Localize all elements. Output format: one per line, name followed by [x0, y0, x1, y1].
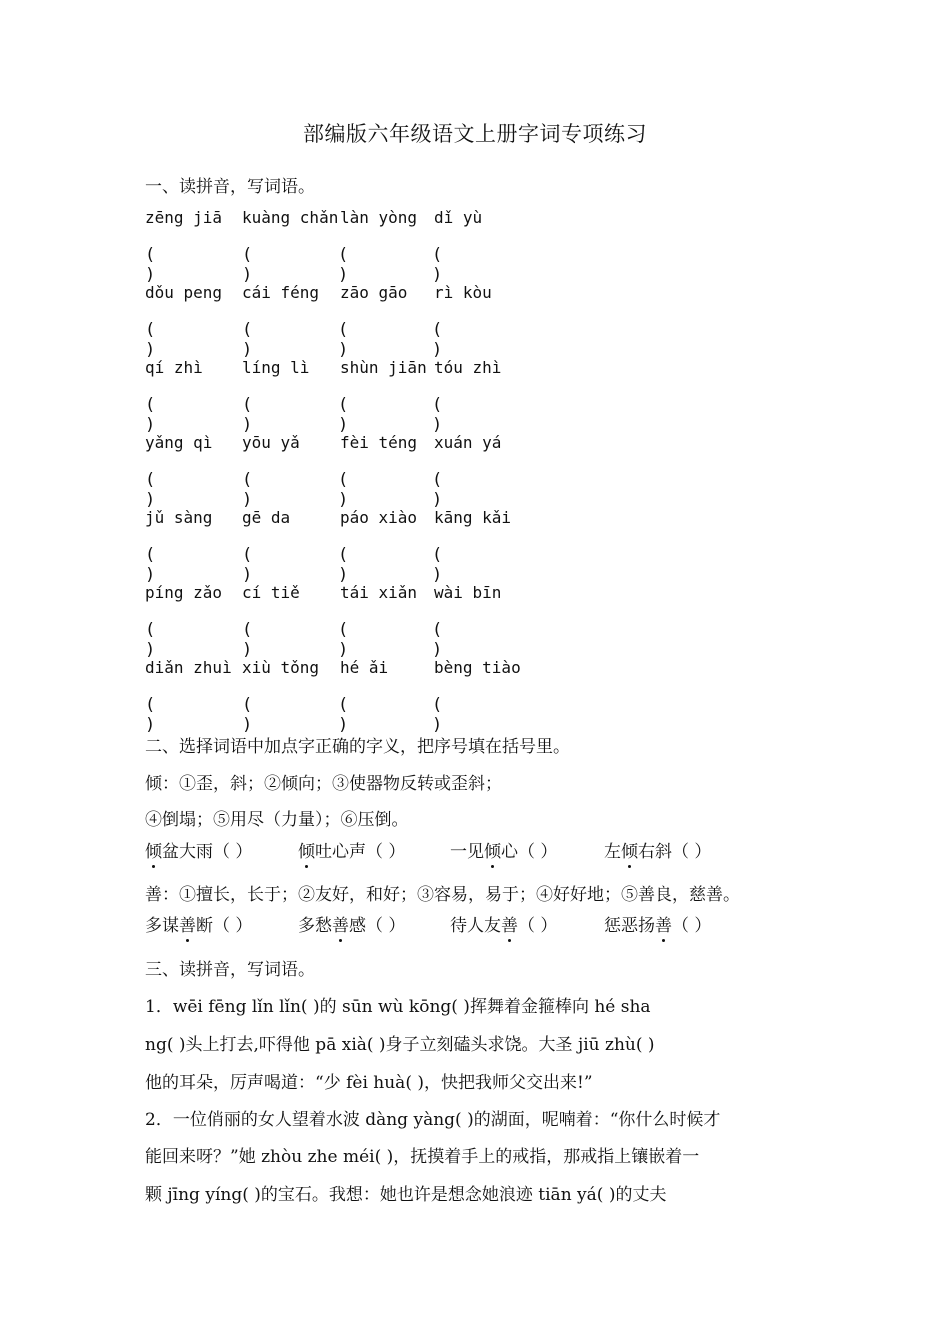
- pinyin-word: gē da: [242, 508, 291, 527]
- word-choice-item: [604, 911, 711, 936]
- pinyin-word: jǔ sàng: [145, 508, 213, 527]
- pinyin-word: xiù tǒng: [242, 658, 320, 677]
- word-choice-item: [145, 837, 252, 862]
- pinyin-word: cí tiě: [242, 583, 300, 602]
- pinyin-word: wài bīn: [434, 583, 502, 602]
- answer-bracket[interactable]: ( ): [432, 245, 443, 285]
- pinyin-word: zēng jiā: [145, 208, 223, 227]
- word-suffix-with-bracket[interactable]: 感（ ）: [349, 916, 406, 936]
- answer-bracket[interactable]: ( ): [145, 695, 156, 735]
- qing-definition-2: ④倒塌；⑤用尽（力量）；⑥压倒。: [145, 810, 409, 830]
- answer-bracket[interactable]: ( ): [432, 320, 443, 360]
- dotted-character: 倾: [621, 837, 638, 862]
- exercise-line: 颗 jīng yíng( )的宝石。我想：她也许是想念她浪迹 tiān yá( )的丈夫: [145, 1185, 667, 1205]
- answer-bracket[interactable]: ( ): [432, 545, 443, 585]
- answer-bracket[interactable]: ( ): [242, 470, 253, 510]
- dotted-character: 倾: [484, 837, 501, 862]
- pinyin-word: kāng kǎi: [434, 508, 512, 527]
- answer-bracket[interactable]: ( ): [338, 620, 349, 660]
- answer-bracket[interactable]: ( ): [145, 320, 156, 360]
- pinyin-word: qí zhì: [145, 358, 203, 377]
- word-choice-item: [298, 837, 405, 862]
- word-choice-item: [298, 911, 405, 936]
- exercise-line: 1．wēi fēng lǐn lǐn( )的 sūn wù kōng( )挥舞着金箍棒向 hé sha: [145, 997, 651, 1017]
- pinyin-word: bèng tiào: [434, 658, 521, 677]
- word-suffix-with-bracket[interactable]: 盆大雨（ ）: [162, 842, 253, 862]
- answer-bracket[interactable]: ( ): [432, 620, 443, 660]
- answer-bracket[interactable]: ( ): [338, 695, 349, 735]
- answer-bracket[interactable]: ( ): [242, 695, 253, 735]
- word-choice-item: [450, 837, 557, 862]
- pinyin-word: shùn jiān: [340, 358, 427, 377]
- word-suffix-with-bracket[interactable]: （ ）: [518, 916, 558, 936]
- answer-bracket[interactable]: ( ): [242, 245, 253, 285]
- answer-bracket[interactable]: ( ): [338, 470, 349, 510]
- word-prefix: 待人友: [450, 916, 501, 936]
- pinyin-word: rì kòu: [434, 283, 492, 302]
- pinyin-word: dǒu peng: [145, 283, 223, 302]
- pinyin-word: píng zǎo: [145, 583, 223, 602]
- pinyin-word: làn yòng: [340, 208, 418, 227]
- word-prefix: 左: [604, 842, 621, 862]
- answer-bracket[interactable]: ( ): [338, 245, 349, 285]
- answer-bracket[interactable]: ( ): [145, 395, 156, 435]
- exercise-line: 能回来呀？”她 zhòu zhe méi( )，抚摸着手上的戒指，那戒指上镶嵌着一: [145, 1147, 700, 1167]
- word-prefix: 一见: [450, 842, 484, 862]
- answer-bracket[interactable]: ( ): [242, 620, 253, 660]
- dotted-character: 善: [655, 911, 672, 936]
- word-suffix-with-bracket[interactable]: 右斜（ ）: [638, 842, 712, 862]
- section1-heading: 一、读拼音，写词语。: [145, 177, 315, 197]
- page-title: 部编版六年级语文上册字词专项练习: [303, 122, 647, 146]
- answer-bracket[interactable]: ( ): [432, 395, 443, 435]
- dotted-character: 善: [501, 911, 518, 936]
- exercise-line: ng( )头上打去,吓得他 pā xià( )身子立刻磕头求饶。大圣 jiū zhù( ): [145, 1035, 655, 1055]
- pinyin-word: cái féng: [242, 283, 320, 302]
- dotted-character: 倾: [298, 837, 315, 862]
- answer-bracket[interactable]: ( ): [432, 470, 443, 510]
- word-suffix-with-bracket[interactable]: （ ）: [672, 916, 712, 936]
- pinyin-word: páo xiào: [340, 508, 418, 527]
- pinyin-word: diǎn zhuì: [145, 658, 232, 677]
- pinyin-word: yǎng qì: [145, 433, 213, 452]
- pinyin-word: hé ǎi: [340, 658, 389, 677]
- answer-bracket[interactable]: ( ): [338, 320, 349, 360]
- pinyin-word: xuán yá: [434, 433, 502, 452]
- section2-heading: 二、选择词语中加点字正确的字义，把序号填在括号里。: [145, 737, 570, 757]
- pinyin-word: kuàng chǎn: [242, 208, 339, 227]
- word-choice-item: [450, 911, 557, 936]
- pinyin-word: zāo gāo: [340, 283, 408, 302]
- word-suffix-with-bracket[interactable]: 心（ ）: [501, 842, 558, 862]
- answer-bracket[interactable]: ( ): [145, 620, 156, 660]
- pinyin-word: dǐ yù: [434, 208, 483, 227]
- word-suffix-with-bracket[interactable]: 吐心声（ ）: [315, 842, 406, 862]
- pinyin-word: yōu yǎ: [242, 433, 300, 452]
- answer-bracket[interactable]: ( ): [338, 395, 349, 435]
- section3-heading: 三、读拼音，写词语。: [145, 960, 315, 980]
- answer-bracket[interactable]: ( ): [145, 545, 156, 585]
- word-choice-item: [604, 837, 711, 862]
- pinyin-word: tóu zhì: [434, 358, 502, 377]
- word-prefix: 惩恶扬: [604, 916, 655, 936]
- dotted-character: 倾: [145, 837, 162, 862]
- word-suffix-with-bracket[interactable]: 断（ ）: [196, 916, 253, 936]
- word-prefix: 多谋: [145, 916, 179, 936]
- answer-bracket[interactable]: ( ): [432, 695, 443, 735]
- dotted-character: 善: [332, 911, 349, 936]
- pinyin-word: líng lì: [242, 358, 310, 377]
- dotted-character: 善: [179, 911, 196, 936]
- answer-bracket[interactable]: ( ): [145, 245, 156, 285]
- answer-bracket[interactable]: ( ): [338, 545, 349, 585]
- pinyin-word: tái xiǎn: [340, 583, 418, 602]
- shan-definition: 善：①擅长，长于；②友好，和好；③容易，易于；④好好地；⑤善良，慈善。: [145, 885, 740, 905]
- answer-bracket[interactable]: ( ): [242, 545, 253, 585]
- qing-definition-1: 倾：①歪，斜；②倾向；③使器物反转或歪斜；: [145, 774, 502, 794]
- word-choice-item: [145, 911, 252, 936]
- answer-bracket[interactable]: ( ): [145, 470, 156, 510]
- exercise-line: 他的耳朵，厉声喝道：“少 fèi huà( )，快把我师父交出来!”: [145, 1073, 593, 1093]
- exercise-line: 2．一位俏丽的女人望着水波 dàng yàng( )的湖面，呢喃着：“你什么时候才: [145, 1110, 721, 1130]
- answer-bracket[interactable]: ( ): [242, 395, 253, 435]
- word-prefix: 多愁: [298, 916, 332, 936]
- pinyin-word: fèi téng: [340, 433, 418, 452]
- answer-bracket[interactable]: ( ): [242, 320, 253, 360]
